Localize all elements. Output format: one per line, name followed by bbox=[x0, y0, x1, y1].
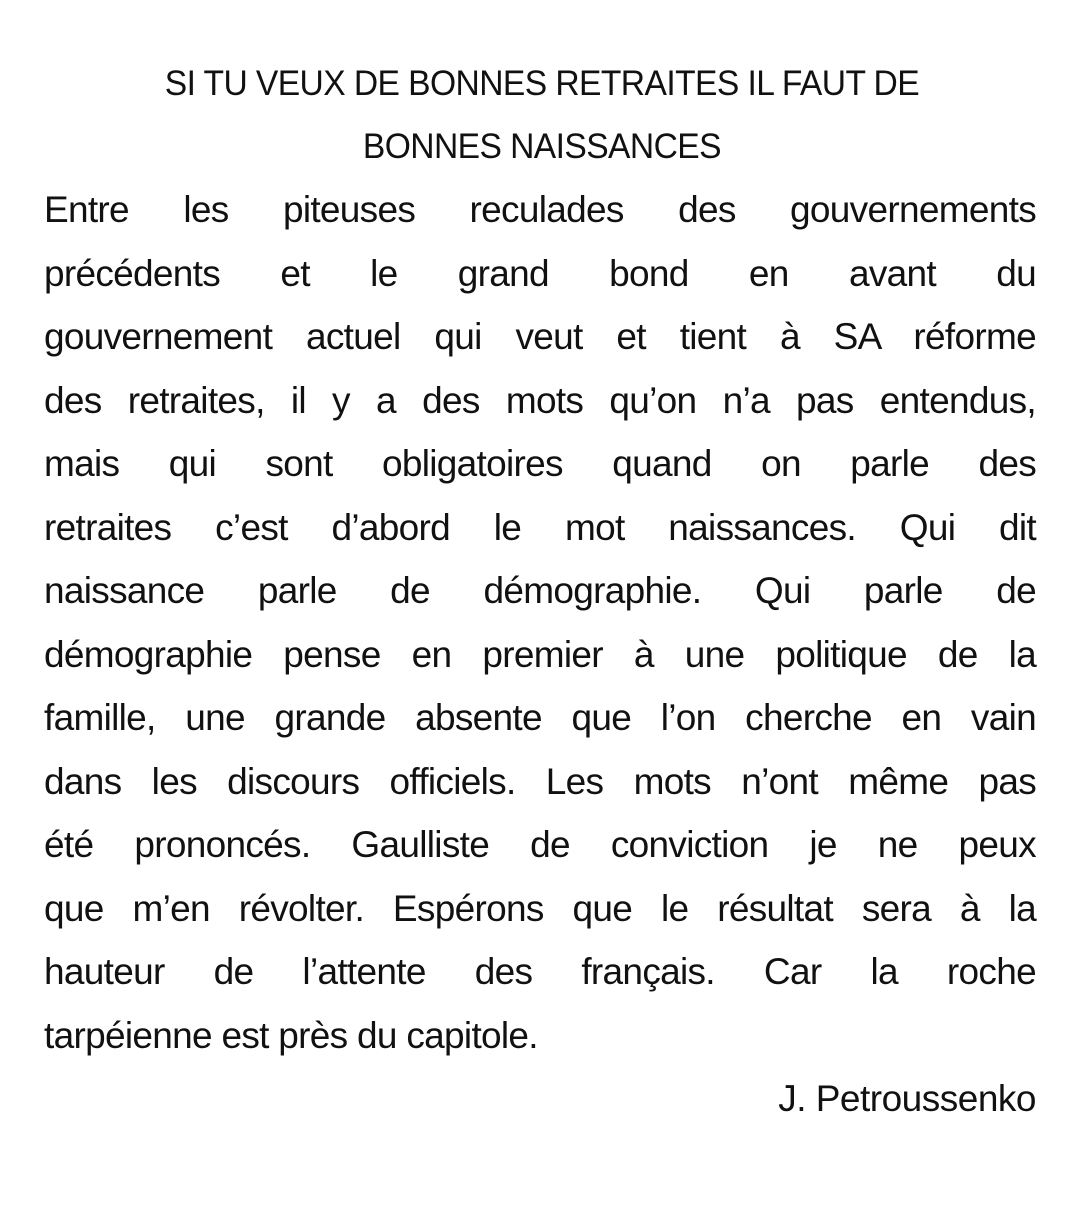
title-line-2: BONNES NAISSANCES bbox=[362, 127, 721, 166]
body-line: hauteur de l’attente des français. Car la roche bbox=[44, 951, 1036, 992]
body-line: précédents et le grand bond en avant du bbox=[44, 252, 1036, 294]
body-line: retraites c’est d’abord le mot naissances. Qui dit bbox=[44, 506, 1036, 548]
author-signature: J. Petroussenko bbox=[778, 1078, 1036, 1119]
body-line: que m’en révolter. Espérons que le résultat sera à la bbox=[44, 887, 1036, 929]
body-line: été prononcés. Gaulliste de conviction je ne peux bbox=[44, 824, 1036, 865]
title-line-1: SI TU VEUX DE BONNES RETRAITES IL FAUT DE bbox=[164, 64, 920, 103]
body-line: naissance parle de démographie. Qui parle de bbox=[44, 570, 1036, 611]
body-paragraph bbox=[44, 178, 1036, 1067]
body-line: famille, une grande absente que l’on cherche en vain bbox=[44, 697, 1036, 738]
body-line: tarpéienne est près du capitole. bbox=[44, 1014, 538, 1056]
body-line: gouvernement actuel qui veut et tient à SA réforme bbox=[44, 316, 1036, 357]
body-line: démographie pense en premier à une politique de la bbox=[44, 633, 1036, 675]
body-line: des retraites, il y a des mots qu’on n’a pas entendus, bbox=[44, 379, 1036, 421]
body-line: dans les discours officiels. Les mots n’ont même pas bbox=[44, 760, 1036, 802]
body-line: Entre les piteuses reculades des gouvernements bbox=[44, 189, 1036, 230]
document-title bbox=[64, 52, 1016, 178]
body-line: mais qui sont obligatoires quand on parle des bbox=[44, 443, 1036, 484]
